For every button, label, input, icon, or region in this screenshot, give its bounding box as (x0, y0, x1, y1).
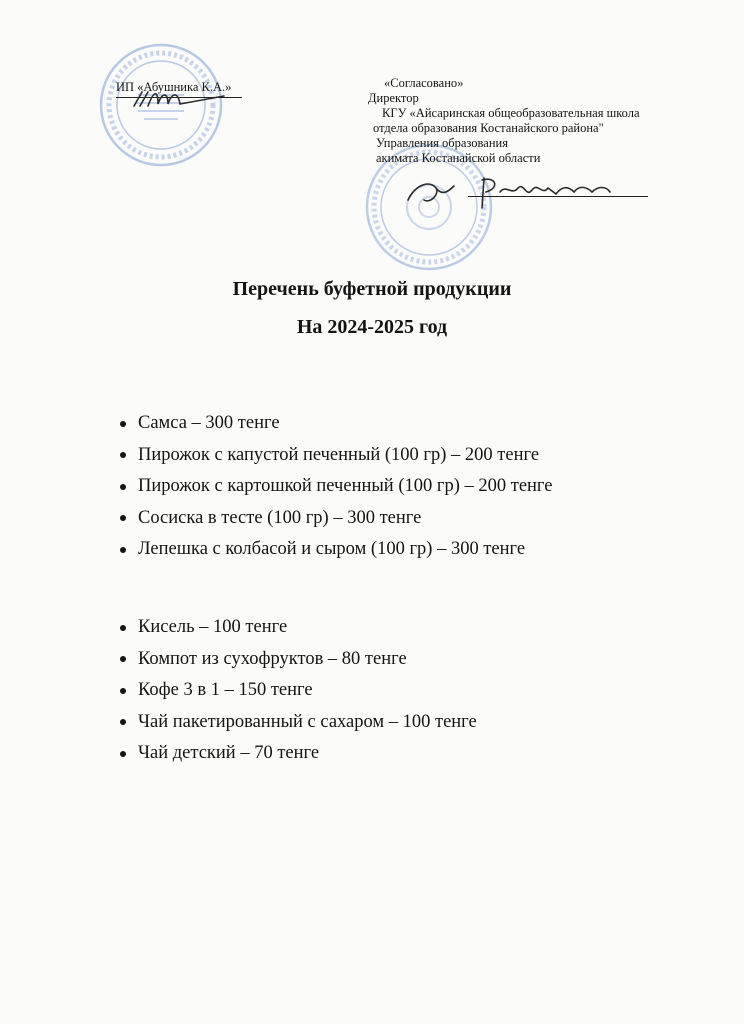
list-item (120, 440, 553, 472)
bullet-icon (120, 688, 126, 694)
food-item-text: Пирожок с капустой печенный (100 гр) – 200 тенге (138, 444, 540, 465)
food-item-text: Самса – 300 тенге (138, 413, 280, 434)
bullet-icon (120, 751, 126, 757)
food-item-text: Пирожок с картошкой печенный (100 гр) – 200 тенге (138, 476, 553, 497)
drink-item-text: Кисель – 100 тенге (138, 617, 288, 638)
bullet-icon (120, 515, 126, 521)
drink-item-text: Компот из сухофруктов – 80 тенге (138, 648, 407, 669)
drink-item-text: Чай пакетированный с сахаром – 100 тенге (138, 711, 477, 732)
org-line-2: отдела образования Костанайского района" (373, 121, 604, 135)
director-label: Директор (368, 91, 419, 105)
left-signature-icon (128, 84, 238, 110)
org-line-3: Управления образования (376, 136, 508, 150)
list-item (120, 612, 477, 644)
ip-label: ИП «Абушника К.А.» (116, 80, 232, 94)
list-item (120, 408, 553, 440)
document-title: Перечень буфетной продукции (232, 278, 512, 300)
list-item (120, 738, 477, 770)
document-subtitle-year: На 2024-2025 год (296, 316, 448, 338)
list-item (120, 471, 553, 503)
agreed-label: «Согласовано» (384, 76, 464, 90)
list-item (120, 503, 553, 535)
bullet-icon (120, 547, 126, 553)
food-item-text: Лепешка с колбасой и сыром (100 гр) – 300 тенге (138, 539, 526, 560)
director-signature-icon (396, 170, 636, 212)
bullet-icon (120, 421, 126, 427)
bullet-icon (120, 452, 126, 458)
org-line-4: акимата Костанайской области (376, 151, 541, 165)
org-line-1: КГУ «Айсаринская общеобразовательная школа (382, 106, 640, 120)
bullet-icon (120, 625, 126, 631)
list-item (120, 644, 477, 676)
drink-item-text: Чай детский – 70 тенге (138, 743, 320, 764)
bullet-icon (120, 719, 126, 725)
list-item (120, 707, 477, 739)
drink-item-text: Кофе 3 в 1 – 150 тенге (138, 680, 313, 701)
food-item-text: Сосиска в тесте (100 гр) – 300 тенге (138, 507, 422, 528)
drinks-list (120, 612, 477, 770)
list-item (120, 675, 477, 707)
food-list (120, 408, 553, 566)
bullet-icon (120, 656, 126, 662)
bullet-icon (120, 484, 126, 490)
list-item (120, 534, 553, 566)
